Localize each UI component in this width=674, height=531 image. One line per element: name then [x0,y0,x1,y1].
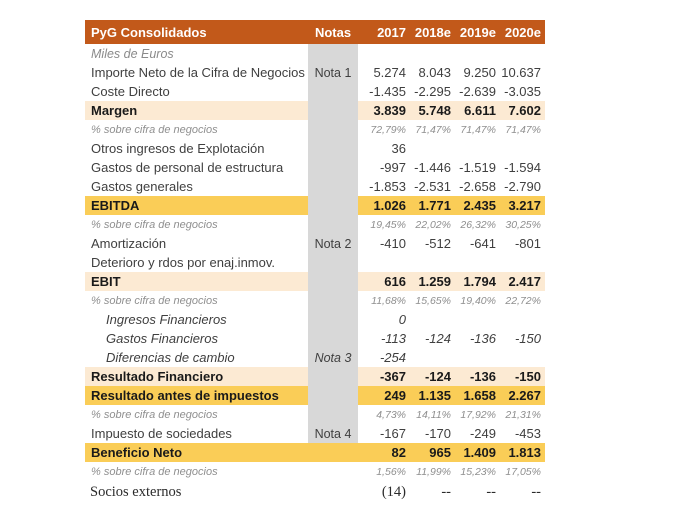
table-row [85,44,545,63]
value-2018e: -124 [410,367,455,386]
value-2019e: -136 [455,367,500,386]
row-nota [308,82,358,101]
table-row [85,196,545,215]
value-2019e [455,44,500,63]
value-2017: 5.274 [373,65,406,80]
value-2017: 1,56% [376,465,406,478]
row-label: % sobre cifra de negocios [91,408,218,421]
value-2018e [410,139,455,158]
row-nota [308,253,358,272]
value-2018e [410,44,455,63]
row-nota [308,44,358,63]
row-nota [308,177,358,196]
value-2019e [455,139,500,158]
value-2018e [410,348,455,367]
value-2018e: 1.135 [410,386,455,405]
value-2019e: 71,47% [460,123,496,136]
column-header-2018e: 2018e [410,20,455,44]
row-label: Amortización [91,236,167,251]
row-nota: Nota 2 [308,234,358,253]
value-2020e: -150 [514,331,541,346]
table-row [85,177,545,196]
table-row [85,310,545,329]
row-label: Otros ingresos de Explotación [91,141,265,156]
value-2017: 616 [358,272,410,291]
table-row [85,272,545,291]
value-2018e: 15,65% [415,294,451,307]
value-2019e: 2.435 [455,196,500,215]
column-header-2019e: 2019e [455,20,500,44]
row-nota [308,405,358,424]
value-2017: -367 [358,367,410,386]
column-header-2017: 2017 [358,20,410,44]
table-row [85,348,545,367]
table-row [85,291,545,310]
row-nota [308,139,358,158]
value-2019e: 1.658 [455,386,500,405]
value-2017: 3.839 [358,101,410,120]
row-nota [308,101,358,120]
value-2018e: -1.446 [414,160,451,175]
row-label: Gastos de personal de estructura [91,160,284,175]
value-2020e: 2.417 [500,272,545,291]
row-nota [308,196,358,215]
row-nota [308,120,358,139]
value-2020e: 21,31% [505,408,541,421]
value-2017 [358,44,410,63]
value-2019e: 1.794 [455,272,500,291]
row-label: Gastos generales [91,179,193,194]
value-2018e: 11,99% [416,465,451,478]
value-2019e: 17,92% [460,408,496,421]
row-label: Diferencias de cambio [106,350,235,365]
value-2018e: -2.531 [414,179,451,194]
value-2019e [455,253,500,272]
value-2020e: -801 [514,236,541,251]
value-2017: -410 [379,236,406,251]
value-2020e: -453 [514,426,541,441]
value-2017: 4,73% [376,408,406,421]
row-label: Impuesto de sociedades [91,426,232,441]
row-nota [308,310,358,329]
table-row [85,481,545,503]
table-body [85,44,545,503]
value-2017: -113 [380,331,406,346]
row-label: Resultado Financiero [85,367,308,386]
value-2017: -167 [379,426,406,441]
value-2018e: 1.771 [410,196,455,215]
row-label: EBITDA [85,196,308,215]
table-title: PyG Consolidados [85,20,308,44]
row-nota: Nota 4 [308,424,358,443]
row-nota [308,158,358,177]
value-2020e [500,44,545,63]
value-2019e [455,348,500,367]
value-2018e: 965 [410,443,455,462]
value-2018e: -512 [424,236,451,251]
value-2020e [500,348,545,367]
row-nota: Nota 3 [308,348,358,367]
value-2017: 36 [391,141,406,156]
value-2019e: -1.519 [459,160,496,175]
value-2018e: 71,47% [415,123,451,136]
value-2017: 249 [358,386,410,405]
row-label: Resultado antes de impuestos [85,386,308,405]
value-2020e: 10.637 [501,65,541,80]
row-nota [308,367,358,386]
value-2019e: 1.409 [455,443,500,462]
row-nota [308,272,358,291]
value-2017: -997 [379,160,406,175]
value-2017 [358,253,410,272]
pyg-consolidados-table [85,20,545,503]
row-nota [308,215,358,234]
table-row [85,139,545,158]
row-nota [308,329,358,348]
value-2020e: 71,47% [505,123,541,136]
row-label: EBIT [85,272,308,291]
value-2018e: 1.259 [410,272,455,291]
value-2020e [500,310,545,329]
table-row [85,367,545,386]
row-label: % sobre cifra de negocios [91,465,218,478]
table-row [85,329,545,348]
table-row [85,386,545,405]
value-2018e: 14,11% [416,408,451,421]
row-label: Socios externos [90,483,182,500]
row-nota [308,481,358,503]
value-2019e: -641 [469,236,496,251]
value-2017: -254 [379,350,406,365]
value-2017: -1.435 [369,84,406,99]
value-2017: 0 [398,312,406,327]
table-row [85,443,545,462]
table-row [85,234,545,253]
value-2018e [410,253,455,272]
value-2019e: -249 [469,426,496,441]
row-label: Deterioro y rdos por enaj.inmov. [91,255,276,270]
row-nota [308,386,358,405]
row-nota [308,291,358,310]
value-2017: 1.026 [358,196,410,215]
value-2019e: -- [486,483,496,500]
table-row [85,253,545,272]
value-2017: (14) [381,483,406,500]
value-2019e: -2.658 [459,179,496,194]
row-nota [308,443,358,462]
value-2020e: -2.790 [504,179,541,194]
value-2020e: 1.813 [500,443,545,462]
value-2020e: -3.035 [504,84,541,99]
row-label: Margen [85,101,308,120]
value-2019e: 19,40% [460,294,496,307]
value-2018e: -124 [424,331,451,346]
row-label: Miles de Euros [91,46,174,61]
value-2020e [500,253,545,272]
value-2019e: 6.611 [455,101,500,120]
row-label: Coste Directo [91,84,170,99]
row-label: Gastos Financieros [106,331,218,346]
row-label: % sobre cifra de negocios [91,294,218,307]
table-row [85,158,545,177]
value-2019e [455,310,500,329]
table-row [85,63,545,82]
value-2017: -1.853 [369,179,406,194]
column-header-2020e: 2020e [500,20,545,44]
value-2020e: 7.602 [500,101,545,120]
value-2019e: 15,23% [460,465,496,478]
value-2018e: -- [441,483,451,500]
value-2020e: 22,72% [505,294,541,307]
row-label: Importe Neto de la Cifra de Negocios [91,65,305,80]
value-2019e: -136 [469,331,496,346]
value-2020e: -- [531,483,541,500]
value-2020e: 2.267 [500,386,545,405]
value-2020e: 17,05% [505,465,541,478]
value-2020e: -1.594 [504,160,541,175]
value-2020e: 3.217 [500,196,545,215]
table-header-row [85,20,545,44]
row-label: Ingresos Financieros [106,312,227,327]
table-row [85,424,545,443]
row-nota: Nota 1 [308,63,358,82]
row-label: Beneficio Neto [85,443,308,462]
value-2017: 11,68% [371,294,406,307]
column-header-notas: Notas [308,20,358,44]
table-row [85,120,545,139]
value-2020e: -150 [500,367,545,386]
value-2017: 82 [358,443,410,462]
value-2019e: -2.639 [459,84,496,99]
value-2017: 72,79% [370,123,406,136]
value-2018e: -2.295 [414,84,451,99]
value-2019e: 9.250 [463,65,496,80]
table-row [85,462,545,481]
table-row [85,101,545,120]
value-2020e [500,139,545,158]
value-2018e [410,310,455,329]
table-row [85,405,545,424]
value-2019e: 26,32% [460,218,496,231]
value-2020e: 30,25% [505,218,541,231]
row-nota [308,462,358,481]
table-row [85,82,545,101]
value-2018e: 22,02% [415,218,451,231]
row-label: % sobre cifra de negocios [91,123,218,136]
row-label: % sobre cifra de negocios [91,218,218,231]
value-2018e: 8.043 [418,65,451,80]
value-2018e: 5.748 [410,101,455,120]
value-2017: 19,45% [370,218,406,231]
value-2018e: -170 [424,426,451,441]
table-row [85,215,545,234]
